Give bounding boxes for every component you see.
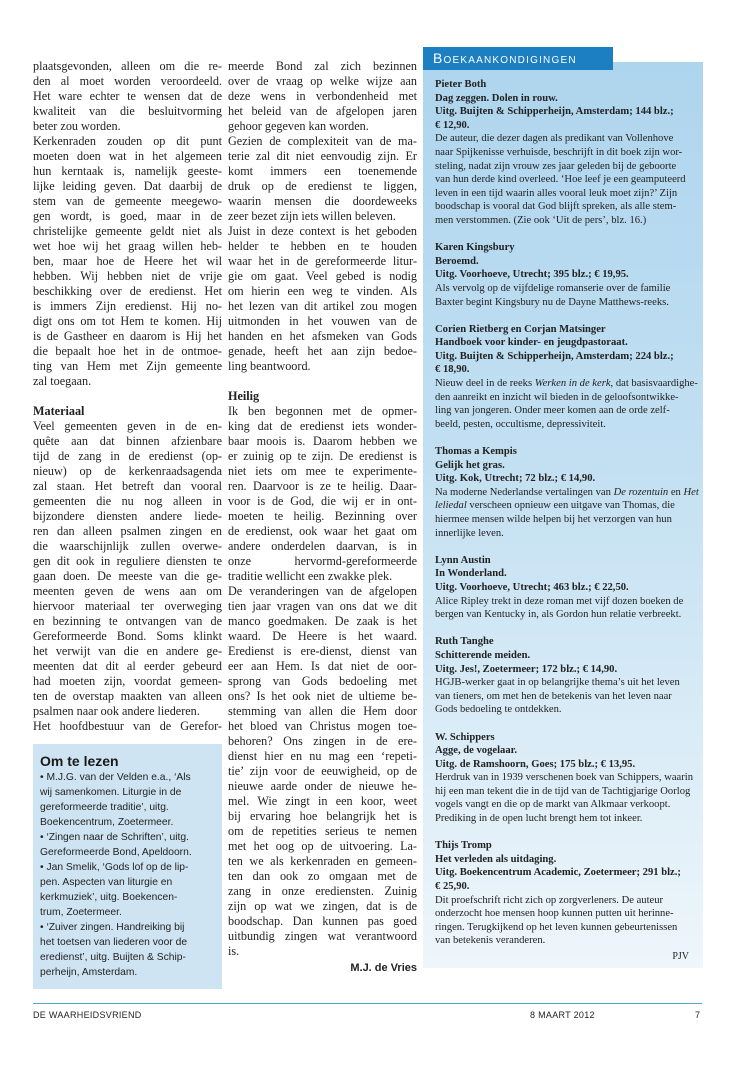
- text-line: bijzondere diensten andere liede-: [33, 509, 222, 523]
- reading-list-box: [33, 744, 222, 989]
- reading-list-line: Gereformeerde Bond, Apeldoorn.: [40, 847, 192, 858]
- text-line: ren. Daarvoor is ze te heilig. Daar-: [228, 479, 417, 493]
- text-line: kwaliteit van die besluitvorming: [33, 104, 222, 118]
- book-entry: [435, 839, 693, 948]
- text-line: tijd de zang in de eredienst (op-: [33, 449, 222, 463]
- italic-title: Het: [683, 486, 699, 498]
- text-line: nieuwe aarde onder de nieuwe he-: [228, 779, 417, 793]
- reading-list-line: eredienst’, uitg. Buijten & Schip-: [40, 952, 186, 963]
- text-line: behoren? Ons zingen in de ere-: [228, 734, 417, 748]
- text-line: het beleid van de afgelopen jaren: [228, 104, 417, 118]
- book-title: Beroemd.: [435, 255, 479, 267]
- book-publisher: Uitg. Voorhoeve, Utrecht; 463 blz.; € 22,50.: [435, 581, 629, 593]
- book-description-line: ling van jongeren. Onder meer komen aan de orde zelf-: [435, 405, 670, 417]
- book-description-line: De auteur, die dezer dagen als predikant van Vollenhove: [435, 133, 674, 145]
- book-announcements-header: Boekaankondigingen: [423, 47, 613, 70]
- reading-list-line: het toetsen van liederen voor de: [40, 937, 188, 948]
- reading-list-line: wij samenkomen. Liturgie in de: [40, 787, 182, 798]
- book-description-line: [435, 499, 693, 513]
- text-line: Veel gemeenten geven in de en-: [33, 419, 222, 433]
- reading-list-line: • ‘Zingen naar de Schriften’, uitg.: [40, 832, 189, 843]
- book-author: Karen Kingsbury: [435, 242, 515, 254]
- book-entry: [435, 323, 698, 432]
- text-line: baar moois is. Daarom hebben we: [228, 434, 417, 448]
- text-line: komt immers een toenemende: [228, 164, 417, 178]
- text-line: plaatsgevonden, alleen om die re-: [33, 59, 222, 73]
- book-entry: [435, 731, 693, 826]
- book-description-line: leven in een tijd waarin alles vooral leuk moet zijn?’ Zijn: [435, 187, 678, 199]
- book-description-line: steling, nadat zijn vrouw zes jaar geleden bij de geboorte: [435, 160, 677, 172]
- text-line: Het ware echter te wensen dat de: [33, 89, 222, 103]
- text-line: Ik ben begonnen met de opmer-: [228, 404, 417, 418]
- text-run: Nieuw deel in de reeks: [435, 378, 535, 390]
- book-description-line: Gods bedoeling te ontdekken.: [435, 704, 562, 716]
- book-author: Lynn Austin: [435, 554, 491, 566]
- text-line: manco goedmaken. De zaak is het: [228, 614, 417, 628]
- book-list: [435, 78, 699, 948]
- reading-list-line: trum, Zoetermeer.: [40, 907, 122, 918]
- book-title: Schitterende meiden.: [435, 649, 531, 661]
- book-description-line: Als vervolg op de vijfdelige romanserie over de familie: [435, 282, 671, 294]
- text-line: moeten te heilig. Bezinning over: [228, 509, 417, 523]
- text-run: , dat basisvaardighe-: [610, 378, 698, 390]
- text-line: zeer bezet zijn iets willen beleven.: [228, 209, 396, 223]
- text-line: christelijke gemeente geldt niet als: [33, 224, 222, 238]
- book-description-line: bergen van Kentucky in, als Gordon hun relatie verbreekt.: [435, 609, 682, 621]
- book-description-line: Alice Ripley trekt in deze roman met vijf dozen boeken de: [435, 595, 684, 607]
- book-description-line: Prediking in de open lucht brengt hem tot inkeer.: [435, 813, 643, 825]
- reading-list-line: Boekencentrum, Zoetermeer.: [40, 817, 174, 828]
- text-line: mel. Wie zingt in een koor, weet: [228, 794, 417, 808]
- article-column-1: [33, 59, 222, 734]
- text-line: onze hervormd-gereformeerde: [228, 554, 417, 568]
- text-line: die waarschijnlijk zullen overwe-: [33, 539, 222, 553]
- book-description-line: den aanreikt en inzicht wil bieden in de geloofsontwikke-: [435, 391, 679, 403]
- text-line: waar het in de gereformeerde litur-: [228, 254, 417, 268]
- text-line: met het oog op de uitvoering. La-: [228, 839, 417, 853]
- text-line: Eredienst is ere-dienst, dienst van: [228, 644, 417, 658]
- text-line: lijke leiding geven. Dat daarbij de: [33, 179, 222, 193]
- text-line: had moeten zijn, voordat gemeen-: [33, 674, 222, 688]
- text-line: is.: [228, 944, 240, 958]
- book-entry: [435, 554, 693, 622]
- text-line: zal staan. Het betreft dan vooral: [33, 479, 222, 493]
- book-description-line: van hun derde kind overleed. ‘Hoe leef je een geamputeerd: [435, 174, 686, 186]
- text-line: gen wordt, is goed, maar in de: [33, 209, 222, 223]
- book-title: Handboek voor kinder- en jeugdpastoraat.: [435, 337, 628, 349]
- text-line: Kerkenraden zouden op dit punt: [33, 134, 222, 148]
- text-line: nieuw) op de kerkenraadsagenda: [33, 464, 222, 478]
- book-title: Agge, de vogelaar.: [435, 745, 517, 757]
- text-line: traditie wellicht een zwakke plek.: [228, 569, 393, 583]
- book-entry: [435, 635, 693, 717]
- text-line: hebben. Wij hebben niet de vrije: [33, 269, 222, 283]
- reading-list-line: • ‘Zuiver zingen. Handreiking bij: [40, 922, 185, 933]
- text-line: handen en het afsmeken van Gods: [228, 329, 417, 343]
- book-description-line: Dit proefschrift richt zich op zorgverleners. De auteur: [435, 894, 664, 906]
- text-line: ting van Hem met Zijn gemeente: [33, 359, 222, 373]
- text-line: Juist in deze context is het geboden: [228, 224, 417, 238]
- text-run: verscheen opnieuw een uitgave van Thomas, die: [466, 500, 675, 512]
- text-line: dienst hier en nu mag een ‘repeti-: [228, 749, 417, 763]
- text-line: om de repetities serieus te nemen: [228, 824, 417, 838]
- book-price: € 25,90.: [435, 881, 470, 893]
- book-title: In Wonderland.: [435, 568, 507, 580]
- book-entry: [435, 78, 693, 228]
- text-line: het verwijt van die en andere ge-: [33, 644, 222, 658]
- reading-list-line: • M.J.G. van der Velden e.a., ‘Als: [40, 772, 191, 783]
- book-announcements-panel: [423, 62, 703, 968]
- text-line: waard. De Heere is het waard.: [228, 629, 417, 643]
- text-line: zang in onze erediensten. Zuinig: [228, 884, 417, 898]
- book-publisher: Uitg. Buijten & Schipperheijn, Amsterdam; 224 blz.;: [435, 350, 674, 362]
- text-line: waarin mensen die doordeweeks: [228, 194, 417, 208]
- book-title: Dag zeggen. Dolen in rouw.: [435, 92, 558, 104]
- book-author: Thijs Tromp: [435, 840, 492, 852]
- book-publisher: Uitg. Kok, Utrecht; 72 blz.; € 14,90.: [435, 473, 596, 485]
- book-publisher: Uitg. Buijten & Schipperheijn, Amsterdam; 144 blz.;: [435, 106, 674, 118]
- book-author: Thomas a Kempis: [435, 446, 517, 458]
- text-line: den al moet worden veroordeeld.: [33, 74, 222, 88]
- text-line: zijn op wat we zingen, dat is de: [228, 899, 417, 913]
- book-description-line: Herdruk van in 1939 verschenen boek van Schippers, waarin: [435, 772, 693, 784]
- book-description-line: hij een man tekent die in de tijd van de Tachtigjarige Oorlog: [435, 785, 691, 797]
- italic-title: Werken in de kerk: [534, 378, 611, 390]
- text-line: is immers Zijn eredienst. Hij no-: [33, 299, 222, 313]
- author-signature: M.J. de Vries: [350, 962, 417, 974]
- book-description-line: vogels vangt en die op de markt van Alkmaar verkoopt.: [435, 799, 671, 811]
- text-line: digt ons om tot Hem te komen. Hij: [33, 314, 222, 328]
- text-line: sprong van Gods bedoeling met: [228, 674, 417, 688]
- text-line: De veranderingen van de afgelopen: [228, 584, 417, 598]
- text-line: andere onderdelen daarvan, is in: [228, 539, 417, 553]
- text-line: ten we als kerkenraden en gemeen-: [228, 854, 417, 868]
- italic-title: leliedal: [435, 500, 467, 512]
- text-line: ren dan alleen psalmen zingen en: [33, 524, 222, 538]
- text-line: meenten dat dit al eerder gebeurd: [33, 659, 222, 673]
- text-line: boodschap. Dan kunnen pas goed: [228, 914, 417, 928]
- text-line: hun kerntaak is, namelijk geeste-: [33, 164, 222, 178]
- reading-list-line: perheijn, Amsterdam.: [40, 967, 138, 978]
- section-heading: Materiaal: [33, 404, 85, 418]
- footer-publication: DE WAARHEIDSVRIEND: [33, 1010, 142, 1020]
- book-publisher: Uitg. Voorhoeve, Utrecht; 395 blz.; € 19,95.: [435, 269, 629, 281]
- reading-list-line: pen. Aspecten van liturgie en: [40, 877, 173, 888]
- book-description-line: Baxter begint Kingsbury nu de Dayne Matthews-reeks.: [435, 296, 669, 308]
- panel-signature: PJV: [672, 951, 689, 962]
- text-line: uitbundig zingen wat verantwoord: [228, 929, 417, 943]
- reading-list-line: • Jan Smelik, ‘Gods lof op de lip-: [40, 862, 189, 873]
- text-line: ben, maar hoe de Heere het wil: [33, 254, 222, 268]
- text-line: meerde Bond zal zich bezinnen: [228, 59, 417, 73]
- book-publisher: Uitg. Boekencentrum Academic, Zoetermeer; 291 blz.;: [435, 867, 681, 879]
- book-description-line: innerlijke leven.: [435, 527, 504, 539]
- text-line: tien jaar vragen van ons dat we dit: [228, 599, 417, 613]
- text-line: het lezen van dit artikel zou mogen: [228, 299, 417, 313]
- text-line: ling beantwoord.: [228, 359, 311, 373]
- book-price: € 12,90.: [435, 119, 470, 131]
- text-run: en: [668, 486, 684, 498]
- reading-list-title: Om te lezen: [40, 753, 119, 769]
- text-line: de eredienst, ook waar het gaat om: [228, 524, 417, 538]
- text-line: voor is de God, die wij er in ont-: [228, 494, 417, 508]
- text-line: is de Gastheer en daarom is Hij het: [33, 329, 222, 343]
- book-description-line: boodschap is vooral dat God blijft spreken, als alle stem-: [435, 201, 677, 213]
- book-description-line: hiermee mensen wilde helpen bij het verzorgen van hun: [435, 514, 672, 525]
- text-line: beschikking over de eredienst. Het: [33, 284, 222, 298]
- text-line: die bepaalt hoe het in de ontmoe-: [33, 344, 222, 358]
- text-line: gemeenten die nu nog alleen in: [33, 494, 222, 508]
- article-column-2: [228, 59, 417, 976]
- book-description-line: naar Spijkenisse verhuisde, beschrijft in dit boek zijn wor-: [435, 146, 683, 158]
- text-line: moeten doen wat in het algemeen: [33, 149, 222, 163]
- section-heading: Heilig: [228, 389, 260, 403]
- reading-list-line: kerkmuziek’, uitg. Boekencen-: [40, 892, 178, 903]
- book-description-line: beeld, pesten, occultisme, depressiviteit.: [435, 418, 606, 430]
- book-publisher: Uitg. de Ramshoorn, Goes; 175 blz.; € 13,95.: [435, 758, 636, 770]
- page-number: 7: [695, 1010, 701, 1020]
- text-line: gehoor gegeven kan worden.: [228, 119, 369, 133]
- book-entry: [435, 445, 699, 540]
- text-line: gie om gaat. Veel gebed is nodig: [228, 269, 417, 283]
- text-run: Na moderne Nederlandse vertalingen van: [435, 486, 614, 498]
- text-line: terie zal dit niet eenvoudig zijn. Er: [228, 149, 417, 163]
- book-author: Pieter Both: [435, 79, 487, 90]
- text-line: tie’ zijn voor de eeuwigheid, op de: [228, 764, 417, 778]
- text-line: druk op de eredienst te liggen,: [228, 179, 417, 193]
- text-line: ten dan ook zo omgaan met de: [228, 869, 417, 883]
- text-line: gen dit ook in reguliere diensten te: [33, 554, 222, 568]
- footer-date: 8 MAART 2012: [530, 1010, 595, 1020]
- text-line: bij ervaring hoe belangrijk het is: [228, 809, 417, 823]
- book-author: Ruth Tanghe: [435, 636, 494, 648]
- text-line: zal toegaan.: [33, 374, 92, 388]
- book-author: Corien Rietberg en Corjan Matsinger: [435, 323, 606, 335]
- text-line: ons? Is het ook niet de ultieme be-: [228, 689, 417, 703]
- reading-list: [40, 770, 215, 980]
- text-line: genade, heeft het aan zijn bedoe-: [228, 344, 417, 358]
- text-line: het bloed van Christus mogen toe-: [228, 719, 417, 733]
- book-description-line: ringen. Terugkijkend op het leven kunnen gebeurtenissen: [435, 921, 678, 933]
- italic-title: De rozentuin: [613, 486, 669, 498]
- text-line: gaan doen. De meeste van die ge-: [33, 569, 222, 583]
- book-title: Het verleden als uitdaging.: [435, 853, 557, 865]
- text-line: king dat de eredienst iets wonder-: [228, 419, 417, 433]
- text-line: over de vraag op welke wijze aan: [228, 74, 417, 88]
- book-description-line: onderzocht hoe mensen hoop kunnen putten uit herinne-: [435, 908, 674, 920]
- text-line: Het hoofdbestuur van de Gerefor-: [33, 719, 222, 733]
- text-line: en bezinning te ontvangen van de: [33, 614, 222, 628]
- text-line: eer aan Hem. Is dat niet de oor-: [228, 659, 417, 673]
- text-line: quête aan dat binnen afzienbare: [33, 434, 222, 448]
- book-description-line: [435, 486, 699, 500]
- book-entry: [435, 241, 693, 309]
- text-line: Gereformeerde Bond. Soms klinkt: [33, 629, 222, 643]
- text-line: wet hoe wij het graag willen heb-: [33, 239, 222, 253]
- text-line: stem van de gemeente meegewo-: [33, 194, 222, 208]
- text-line: hiervoor materiaal ter overweging: [33, 599, 222, 613]
- book-description-line: HGJB-werker gaat in op belangrijke thema’s uit het leven: [435, 677, 680, 689]
- book-description-line: [435, 377, 698, 391]
- text-line: deze wens in verbondenheid met: [228, 89, 417, 103]
- text-line: uitmonden in het vouwen van de: [228, 314, 417, 328]
- text-line: psalmen naar ook andere liederen.: [33, 704, 200, 718]
- book-author: W. Schippers: [435, 731, 495, 743]
- text-line: er zuinig op te zijn. De eredienst is: [228, 449, 417, 463]
- reading-list-line: gereformeerde traditie’, uitg.: [40, 802, 169, 813]
- book-description-line: van tieners, om met hen de betekenis van het leven naar: [435, 690, 672, 702]
- footer-divider: [33, 1003, 702, 1004]
- book-title: Gelijk het gras.: [435, 459, 505, 471]
- text-line: niet iets om mee te experimente-: [228, 464, 417, 478]
- text-line: stemming van allen die Hem door: [228, 704, 417, 718]
- book-price: € 18,90.: [435, 364, 470, 376]
- text-line: meenten geven de wens aan om: [33, 584, 222, 598]
- book-description-line: van betekenis veranderen.: [435, 935, 546, 947]
- book-publisher: Uitg. Jes!, Zoetermeer; 172 blz.; € 14,90.: [435, 663, 618, 675]
- book-description-line: men verstommen. (Zie ook ‘Uit de pers’, blz. 16.): [435, 214, 647, 226]
- text-line: ten de overstap maakten van alleen: [33, 689, 222, 703]
- text-line: helder te hebben en te houden: [228, 239, 417, 253]
- text-line: Gezien de complexiteit van de ma-: [228, 134, 417, 148]
- text-line: om hierin een weg te vinden. Als: [228, 284, 417, 298]
- text-line: beter zou worden.: [33, 119, 121, 133]
